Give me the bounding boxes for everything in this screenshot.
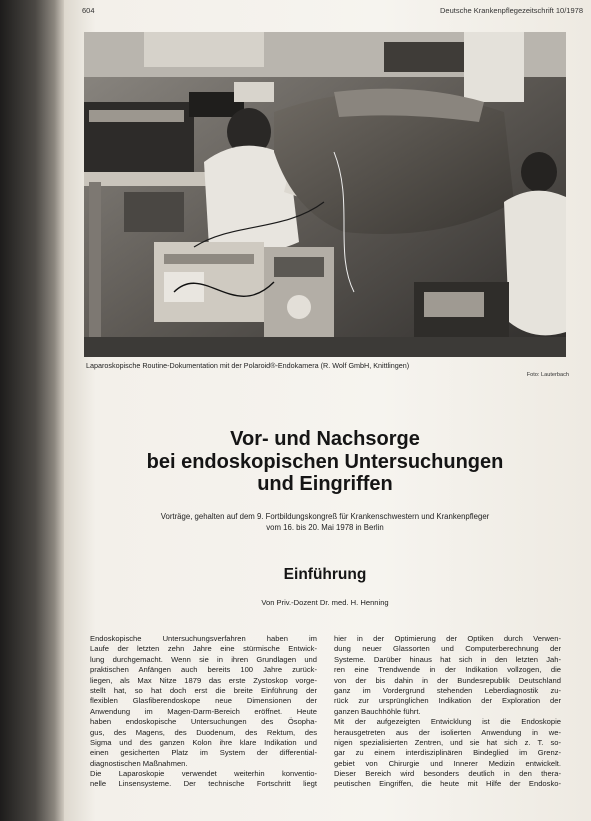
text-line: Laufe der letzten zehn Jahre eine stürmische Entwick- [90, 644, 317, 654]
photo-illustration [84, 32, 566, 357]
text-line: Systeme. Darüber hinaus hat sich in den letzten Jah- [334, 654, 561, 664]
text-line: ganzen Bauchhöhle führt. [334, 706, 421, 716]
text-line: Die Laparoskopie verwendet weiterhin konventio- [90, 769, 317, 779]
text-line: Sigma und des ganzen Kolon ihre klare Indikation und [90, 737, 317, 747]
subtitle-line: Vorträge, gehalten auf dem 9. Fortbildungskongreß für Krankenschwestern und Krankenpfleger [160, 512, 490, 521]
text-line: einen gesicherten Platz im System der differential- [90, 748, 317, 758]
journal-title: Deutsche Krankenpflegezeitschrift 10/1978 [439, 6, 583, 15]
article-title [84, 428, 566, 496]
text-line: Mit der aufgezeigten Entwicklung ist die Endoskopie [334, 717, 561, 727]
body-column-left [90, 634, 317, 790]
photo-credit: Foto: Lauterbach [526, 372, 569, 378]
text-line: haben endoskopische Untersuchungen des Ösopha- [90, 717, 317, 727]
article-subtitle [84, 511, 566, 533]
text-line: peutischen Eingriffen, die heute mit Hilfe der Endosko- [334, 779, 561, 789]
text-line: flexiblen Glasfiberendoskope neue Dimensionen der [90, 696, 317, 706]
subtitle-line: vom 16. bis 20. Mai 1978 in Berlin [266, 523, 384, 532]
text-line: lung durchgemacht. Wenn sie in ihren Grundlagen und [90, 654, 317, 664]
text-line: rück zur ursprünglichen Indikation der Exploration der [334, 696, 561, 706]
text-line: dung neuer Glassorten und Computerberechnung der [334, 644, 561, 654]
text-line: Anwendung im Magen-Darm-Bereich eröffnet. Heute [90, 706, 317, 716]
text-line: hier in der Optimierung der Optiken durch Verwen- [334, 634, 561, 643]
text-line: nelle Linsensysteme. Der technische Fortschritt liegt [90, 779, 317, 789]
text-line: praktischen Anfängen auch bereits 100 Jahre zurück- [90, 665, 317, 675]
text-line: gar zu einem interdisziplinären Bindeglied im Grenz- [334, 748, 561, 758]
body-column-right [334, 634, 561, 790]
text-line: Endoskopische Untersuchungsverfahren haben im [90, 634, 317, 643]
running-head [82, 6, 583, 18]
text-line: liegen, als Max Nitze 1879 das erste Zystoskop vorge- [90, 675, 317, 685]
text-line: nigen spezialisierten Zentren, und sie hat sich z. T. so- [334, 737, 561, 747]
book-gutter [0, 0, 64, 821]
author-line: Von Priv.-Dozent Dr. med. H. Henning [261, 598, 389, 607]
text-line: Dieser Bereich wird besonders deutlich in den thera- [334, 769, 561, 779]
title-line: Vor- und Nachsorge [230, 428, 420, 450]
text-line: gus, des Magens, des Duodenum, des Rektum, des [90, 727, 317, 737]
text-line: herausgetreten aus der isolierten Anwendung in we- [334, 727, 561, 737]
text-line: ganz im Vordergrund stehenden Leberdiagnostik zu- [334, 685, 561, 695]
photo-caption: Laparoskopische Routine-Dokumentation mit der Polaroid®-Endokamera (R. Wolf GmbH, Knittlingen) [86, 361, 410, 370]
text-line: von der bis dahin in der Bundesrepublik Deutschland [334, 675, 561, 685]
title-line: und Eingriffen [257, 473, 393, 495]
text-line: ren eine Trendwende in der Indikation vollzogen, die [334, 665, 561, 675]
section-heading: Einführung [283, 566, 367, 583]
text-line: diagnostischen Maßnahmen. [90, 758, 188, 768]
text-line: gebiet von Chirurgie und Innerer Medizin entwickelt. [334, 758, 561, 768]
operating-room-photo [84, 32, 566, 357]
page-number: 604 [82, 6, 95, 15]
text-line: stellt hat, so hat doch erst die breite Einführung der [90, 685, 317, 695]
document-page [64, 0, 591, 821]
title-line: bei endoskopischen Untersuchungen [146, 450, 504, 473]
